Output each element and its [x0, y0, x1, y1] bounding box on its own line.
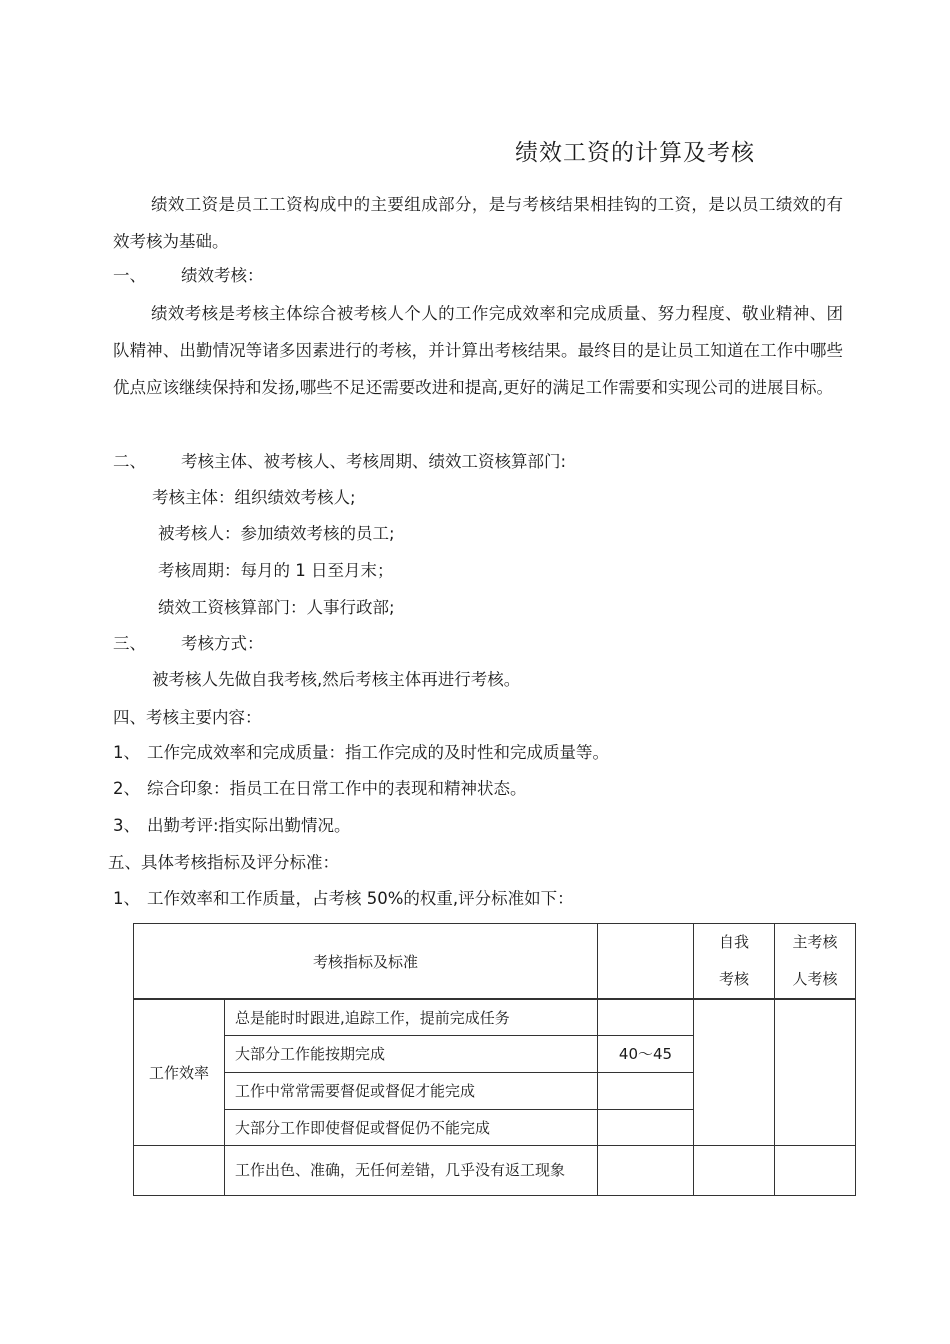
main-score-cell	[775, 1145, 856, 1195]
section-4-item-2	[113, 777, 527, 801]
section-3-heading	[113, 632, 264, 656]
criterion-score	[598, 1109, 694, 1145]
section-2-item-department: 绩效工资核算部门：人事行政部;	[158, 598, 395, 617]
main-score-cell	[775, 999, 856, 1145]
header-main-bottom: 人考核	[792, 970, 838, 988]
self-score-cell	[694, 1145, 775, 1195]
criterion-score	[598, 1072, 694, 1109]
criterion-text: 工作中常常需要督促或督促才能完成	[225, 1072, 598, 1109]
section-5-item-1	[113, 887, 574, 911]
section-2-number: 二、	[113, 452, 146, 471]
criterion-text: 总是能时时跟进,追踪工作，提前完成任务	[225, 999, 598, 1035]
section-3-body: 被考核人先做自我考核,然后考核主体再进行考核。	[152, 670, 521, 689]
header-main-top: 主考核	[792, 933, 838, 951]
header-self-assessment	[694, 924, 775, 1000]
section-1-body: 绩效考核是考核主体综合被考核人个人的工作完成效率和完成质量、努力程度、敬业精神、团队精神、出勤情况等诸多因素进行的考核，并计算出考核结果。最终目的是让员工知道在工作中哪些优点应该继续保持和发扬,哪些不足还需要改进和提高,更好的满足工作需要和实现公司的进展目标。	[113, 304, 843, 397]
criterion-score: 40～45	[598, 1035, 694, 1072]
section-2-title: 考核主体、被考核人、考核周期、绩效工资核算部门:	[181, 452, 567, 471]
criterion-score	[598, 1145, 694, 1195]
section-4-heading: 四、考核主要内容：	[113, 708, 262, 727]
section-4-item-1-number: 1、	[113, 743, 140, 762]
criterion-text: 大部分工作即使督促或督促仍不能完成	[225, 1109, 598, 1145]
header-self-bottom: 考核	[719, 970, 750, 988]
section-3-number: 三、	[113, 634, 146, 653]
section-4-item-2-number: 2、	[113, 779, 140, 798]
section-1-number: 一、	[113, 266, 146, 285]
header-self-top: 自我	[719, 933, 750, 951]
header-score-blank	[598, 924, 694, 1000]
category-quality	[134, 1145, 225, 1195]
criterion-text: 工作出色、准确，无任何差错，几乎没有返工现象	[225, 1145, 598, 1195]
section-5-item-1-text: 工作效率和工作质量，占考核 50%的权重,评分标准如下：	[147, 889, 574, 908]
grading-table	[133, 923, 856, 1196]
section-4-item-2-text: 综合印象：指员工在日常工作中的表现和精神状态。	[147, 779, 527, 798]
section-4-item-3-text: 出勤考评:指实际出勤情况。	[147, 816, 351, 835]
section-3-title: 考核方式：	[181, 634, 264, 653]
section-2-heading	[113, 450, 566, 474]
document-title: 绩效工资的计算及考核	[515, 140, 755, 166]
table-header-row	[134, 924, 856, 1000]
criterion-text: 大部分工作能按期完成	[225, 1035, 598, 1072]
section-5-item-1-number: 1、	[113, 889, 140, 908]
header-criteria: 考核指标及标准	[134, 924, 598, 1000]
section-4-item-1	[113, 741, 609, 765]
table-row	[134, 1145, 856, 1195]
section-1-heading	[113, 264, 264, 288]
category-efficiency: 工作效率	[134, 999, 225, 1145]
section-4-item-1-text: 工作完成效率和完成质量：指工作完成的及时性和完成质量等。	[147, 743, 609, 762]
intro-paragraph: 绩效工资是员工工资构成中的主要组成部分，是与考核结果相挂钩的工资，是以员工绩效的有效考核为基础。	[113, 195, 843, 251]
section-2-item-subject: 考核主体：组织绩效考核人;	[152, 488, 356, 507]
section-1-title: 绩效考核：	[181, 266, 264, 285]
table-row	[134, 999, 856, 1035]
section-2-item-period: 考核周期：每月的 1 日至月末；	[158, 561, 394, 580]
self-score-cell	[694, 999, 775, 1145]
header-main-assessor	[775, 924, 856, 1000]
criterion-score	[598, 999, 694, 1035]
section-5-heading: 五、具体考核指标及评分标准：	[108, 853, 339, 872]
section-2-item-examinee: 被考核人：参加绩效考核的员工;	[158, 524, 395, 543]
section-4-item-3	[113, 814, 351, 838]
section-4-item-3-number: 3、	[113, 816, 140, 835]
